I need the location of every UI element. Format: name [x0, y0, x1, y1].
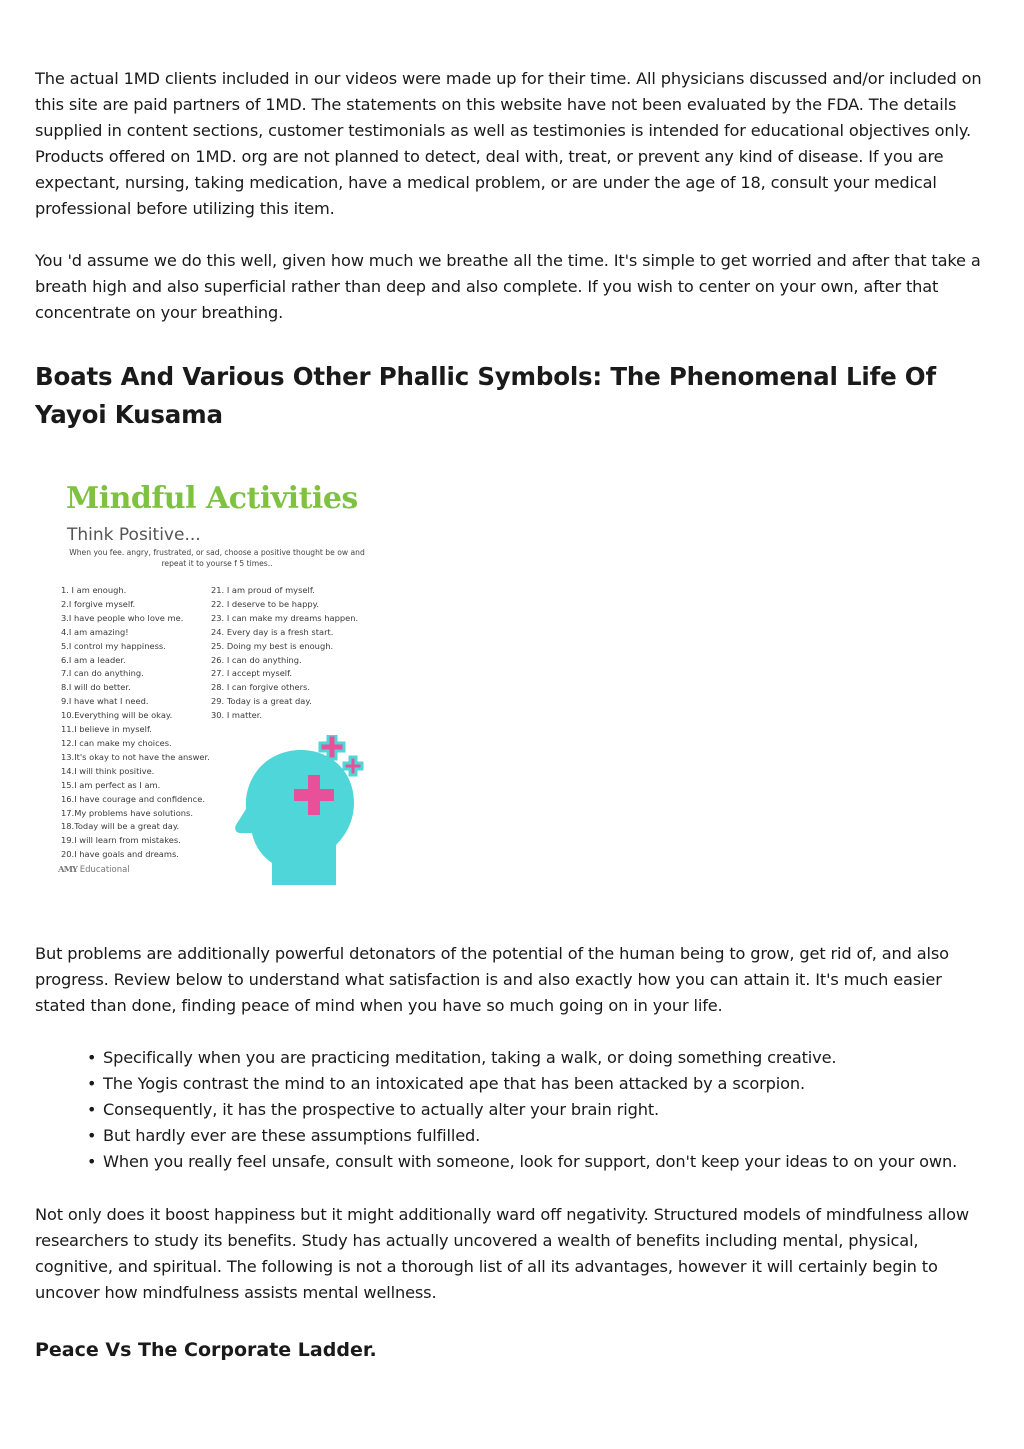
section-heading-peace: Peace Vs The Corporate Ladder. [35, 1339, 377, 1361]
affirmation-item: 28. I can forgive others. [211, 682, 311, 693]
affirmation-item: 16.I have courage and confidence. [61, 793, 205, 804]
affirmation-item: 1. I am enough. [61, 585, 127, 595]
affirmation-item: 30. I matter. [211, 710, 262, 721]
paragraph-problems: But problems are additionally powerful detonators of the potential of the human being to grow, get rid of, and also progress. Review below to understand what satisfaction is and also exactly how you can attain it. It's much easier stated than done, finding peace of mind when you have so much going on in your life. [35, 944, 949, 1015]
affirmation-item: 3.I have people who love me. [61, 612, 184, 623]
mindful-activities-infographic [58, 477, 378, 889]
affirmation-item: 29. Today is a great day. [211, 696, 312, 707]
list-item: • When you really feel unsafe, consult with someone, look for support, don't keep your ideas to on your own. [35, 1149, 991, 1175]
logo-text: Educational [79, 865, 130, 875]
affirmation-item: 17.My problems have solutions. [61, 807, 194, 818]
bullet-list [35, 1045, 991, 1175]
affirmation-item: 18.Today will be a great day. [61, 821, 180, 832]
affirmation-item: 2.I forgive myself. [61, 598, 136, 609]
affirmation-item: 7.I can do anything. [61, 668, 144, 679]
bullet-dot: • [87, 1100, 97, 1119]
educational-logo [58, 865, 130, 875]
section-heading-kusama: Boats And Various Other Phallic Symbols: The Phenomenal Life Of Yayoi Kusama [35, 362, 936, 429]
infographic-title: Mindful Activities [66, 481, 358, 516]
affirmation-item: 26. I can do anything. [211, 654, 302, 665]
small-cross-right [344, 757, 362, 775]
affirmation-item: 21. I am proud of myself. [211, 585, 315, 595]
bullet-dot: • [87, 1126, 97, 1145]
affirmation-list-left [61, 584, 210, 862]
affirmation-item: 6.I am a leader. [61, 654, 126, 665]
head-silhouette [235, 750, 354, 885]
bullet-dot: • [87, 1048, 97, 1067]
affirmation-item: 20.I have goals and dreams. [61, 849, 179, 860]
logo-mark: AMY [58, 865, 78, 875]
affirmation-item: 13.It's okay to not have the answer. [61, 751, 210, 762]
affirmation-item: 10.Everything will be okay. [61, 710, 173, 721]
infographic-subtitle: Think Positive... [67, 525, 201, 545]
bullet-dot: • [87, 1074, 97, 1093]
affirmation-item: 24. Every day is a fresh start. [211, 626, 334, 637]
bullet-dot: • [87, 1152, 97, 1171]
affirmation-item: 12.I can make my choices. [61, 737, 172, 748]
head-medical-cross-icon [232, 735, 372, 887]
affirmation-item: 22. I deserve to be happy. [211, 598, 319, 609]
infographic-description: When you fee. angry, frustrated, or sad, choose a positive thought be ow and repeat it to yourse f 5 times.. [69, 548, 365, 568]
list-item: • Consequently, it has the prospective to actually alter your brain right. [35, 1097, 991, 1123]
affirmation-item: 8.I will do better. [61, 682, 131, 693]
list-item: • The Yogis contrast the mind to an intoxicated ape that has been attacked by a scorpion. [35, 1071, 991, 1097]
affirmation-item: 15.I am perfect as I am. [61, 779, 161, 790]
affirmation-item: 5.I control my happiness. [61, 640, 166, 651]
affirmation-list-right [211, 584, 358, 723]
affirmation-item: 11.I believe in myself. [61, 724, 152, 735]
affirmation-item: 19.I will learn from mistakes. [61, 835, 181, 846]
affirmation-item: 14.I will think positive. [61, 765, 155, 776]
affirmation-item: 4.I am amazing! [61, 626, 129, 637]
affirmation-item: 23. I can make my dreams happen. [211, 612, 359, 623]
affirmation-item: 9.I have what I need. [61, 696, 149, 707]
paragraph-disclaimer: The actual 1MD clients included in our videos were made up for their time. All physicians discussed and/or included on this site are paid partners of 1MD. The statements on this website have not been evaluated by the FDA. The details supplied in content sections, customer testimonials as well as testimonies is intended for educational objectives only. Products offered on 1MD. org are not planned to detect, deal with, treat, or prevent any kind of disease. If you are expectant, nursing, taking medication, have a medical problem, or are under the age of 18, consult your medical professional before utilizing this item. [35, 69, 982, 218]
paragraph-happiness: Not only does it boost happiness but it might additionally ward off negativity. Structured models of mindfulness allow researchers to study its benefits. Study has actually uncovered a wealth of benefits including mental, physical, cognitive, and spiritual. The following is not a thorough list of all its advantages, however it will certainly begin to uncover how mindfulness assists mental wellness. [35, 1205, 969, 1302]
affirmation-item: 25. Doing my best is enough. [211, 640, 334, 651]
list-item: • But hardly ever are these assumptions fulfilled. [35, 1123, 991, 1149]
list-item: • Specifically when you are practicing meditation, taking a walk, or doing something creative. [35, 1045, 991, 1071]
affirmation-item: 27. I accept myself. [211, 668, 293, 679]
paragraph-breathing: You 'd assume we do this well, given how much we breathe all the time. It's simple to get worried and after that take a breath high and also superficial rather than deep and also complete. If you wish to center on your own, after that concentrate on your breathing. [35, 251, 981, 322]
